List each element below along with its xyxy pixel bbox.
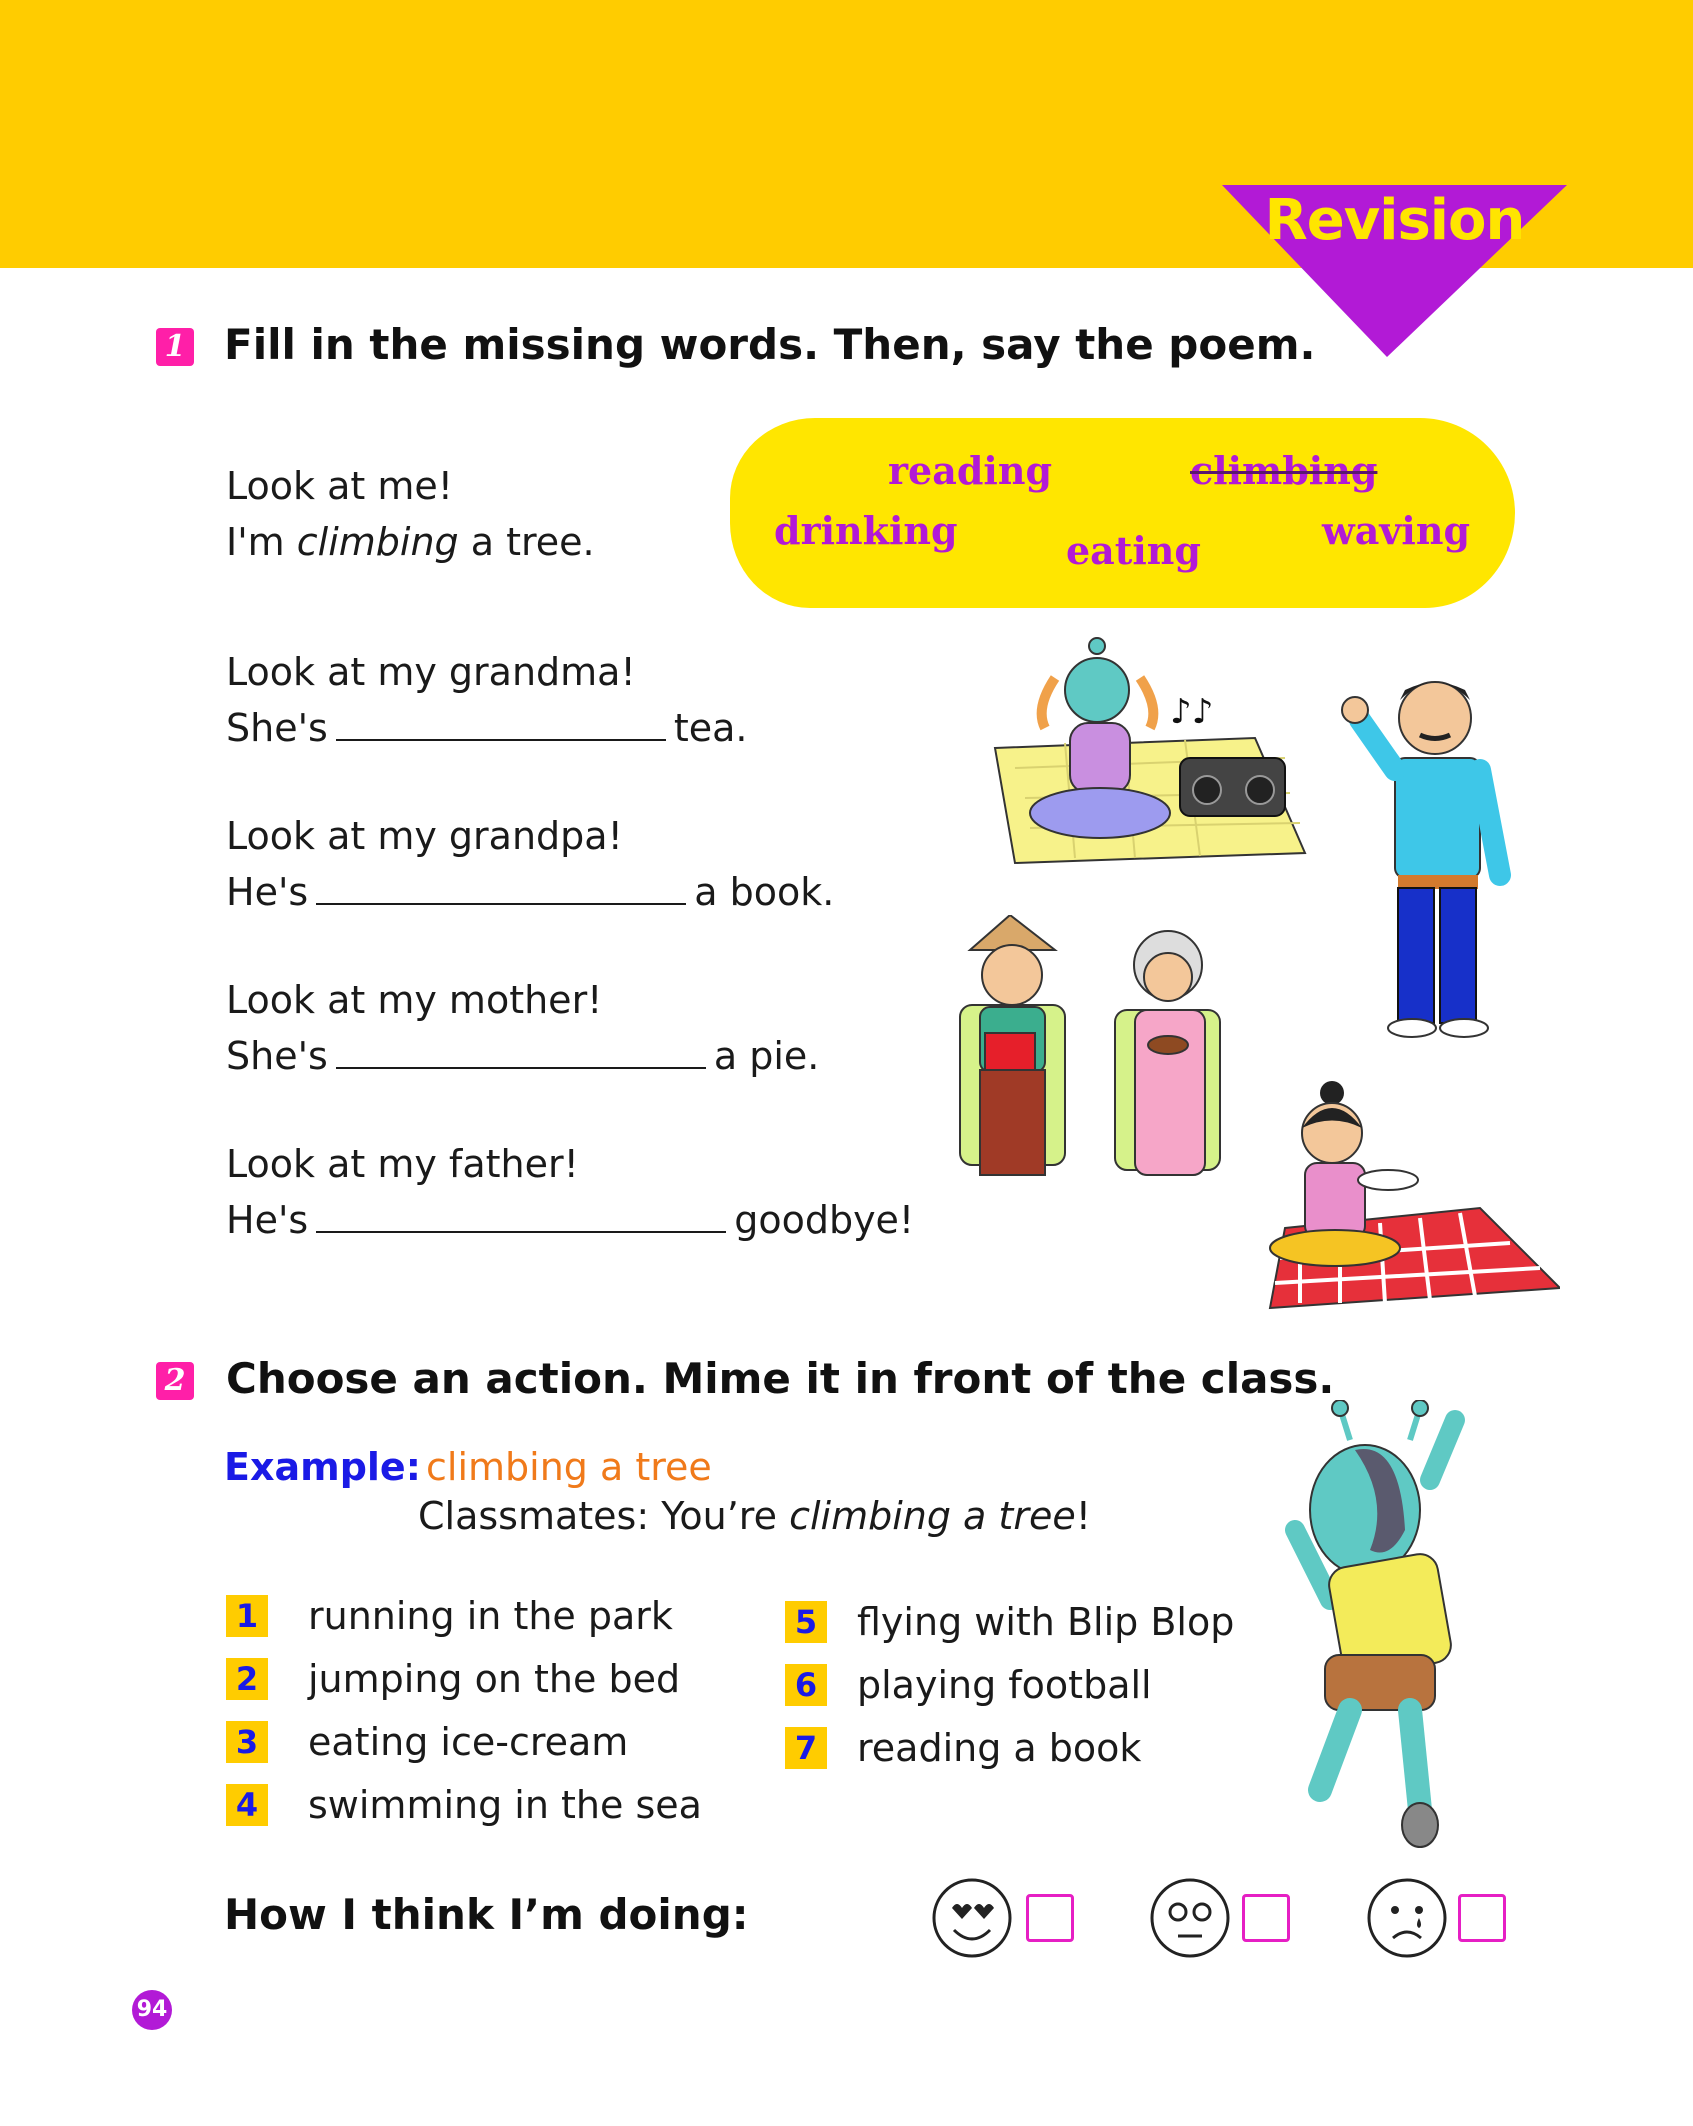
answer-example: climbing [296, 520, 459, 564]
action-text: eating ice-cream [308, 1720, 629, 1764]
exercise-1-number: 1 [156, 328, 194, 366]
poem-line: She's a pie. [226, 1034, 820, 1078]
list-item[interactable] [785, 1661, 1234, 1709]
actions-column-right [785, 1598, 1234, 1772]
poem-line: I'm climbing a tree. [226, 520, 595, 564]
grandparents-illustration [940, 915, 1240, 1205]
page-number: 94 [132, 1990, 172, 2030]
action-number: 7 [785, 1727, 827, 1769]
sad-face-icon [1365, 1876, 1449, 1960]
happy-face-icon [930, 1876, 1014, 1960]
poem-line: Look at my grandpa! [226, 814, 623, 858]
action-text: reading a book [857, 1726, 1142, 1770]
girl-eating-illustration [1260, 1058, 1560, 1313]
poem-stanza-3 [226, 808, 834, 920]
poem-stanza-2 [226, 644, 747, 756]
answer-blank-father[interactable] [316, 1201, 726, 1233]
list-item[interactable] [785, 1724, 1234, 1772]
exercise-2-number: 2 [156, 1362, 194, 1400]
action-text: flying with Blip Blop [857, 1600, 1235, 1644]
neutral-face-icon [1148, 1876, 1232, 1960]
action-text: swimming in the sea [308, 1783, 702, 1827]
word-reading: reading [888, 448, 1053, 493]
poem-stanza-5 [226, 1136, 914, 1248]
neutral-checkbox[interactable] [1242, 1894, 1290, 1942]
word-eating: eating [1066, 528, 1201, 573]
poem-line: Look at my father! [226, 1142, 579, 1186]
action-text: jumping on the bed [308, 1657, 681, 1701]
poem-line: She's tea. [226, 706, 748, 750]
action-number: 6 [785, 1664, 827, 1706]
example-line [224, 1445, 712, 1489]
word-climbing: climbing [1190, 448, 1378, 493]
exercise-1-instruction: Fill in the missing words. Then, say the poem. [224, 320, 1316, 369]
poem-line: Look at my mother! [226, 978, 603, 1022]
actions-column-left [226, 1592, 702, 1829]
father-waving-illustration [1340, 660, 1520, 1040]
action-number: 4 [226, 1784, 268, 1826]
svg-text:♪♪: ♪♪ [1170, 692, 1214, 732]
poem-line: He's a book. [226, 870, 835, 914]
sad-checkbox[interactable] [1458, 1894, 1506, 1942]
list-item[interactable] [226, 1655, 702, 1703]
action-number: 2 [226, 1658, 268, 1700]
alien-with-radio-illustration [985, 618, 1350, 873]
answer-blank-grandma[interactable] [336, 709, 666, 741]
word-drinking: drinking [774, 508, 958, 553]
list-item[interactable] [785, 1598, 1234, 1646]
answer-blank-mother[interactable] [336, 1037, 706, 1069]
answer-blank-grandpa[interactable] [316, 873, 686, 905]
poem-stanza-1 [226, 458, 595, 570]
list-item[interactable] [226, 1718, 702, 1766]
list-item[interactable] [226, 1781, 702, 1829]
action-number: 5 [785, 1601, 827, 1643]
revision-title: Revision [1264, 188, 1525, 253]
example-label: Example: [224, 1445, 421, 1489]
word-waving: waving [1322, 508, 1471, 553]
alien-climbing-illustration [1280, 1400, 1480, 1850]
poem-stanza-4 [226, 972, 819, 1084]
action-number: 1 [226, 1595, 268, 1637]
example-phrase: climbing a tree [426, 1445, 712, 1489]
classmates-line: Classmates: You’re climbing a tree! [418, 1494, 1091, 1538]
happy-checkbox[interactable] [1026, 1894, 1074, 1942]
list-item[interactable] [226, 1592, 702, 1640]
poem-line: Look at me! [226, 464, 453, 508]
action-text: running in the park [308, 1594, 673, 1638]
action-number: 3 [226, 1721, 268, 1763]
poem-line: Look at my grandma! [226, 650, 636, 694]
poem-line: He's goodbye! [226, 1198, 915, 1242]
self-assessment-label: How I think I’m doing: [224, 1890, 749, 1939]
exercise-2-instruction: Choose an action. Mime it in front of the class. [226, 1354, 1335, 1403]
action-text: playing football [857, 1663, 1152, 1707]
